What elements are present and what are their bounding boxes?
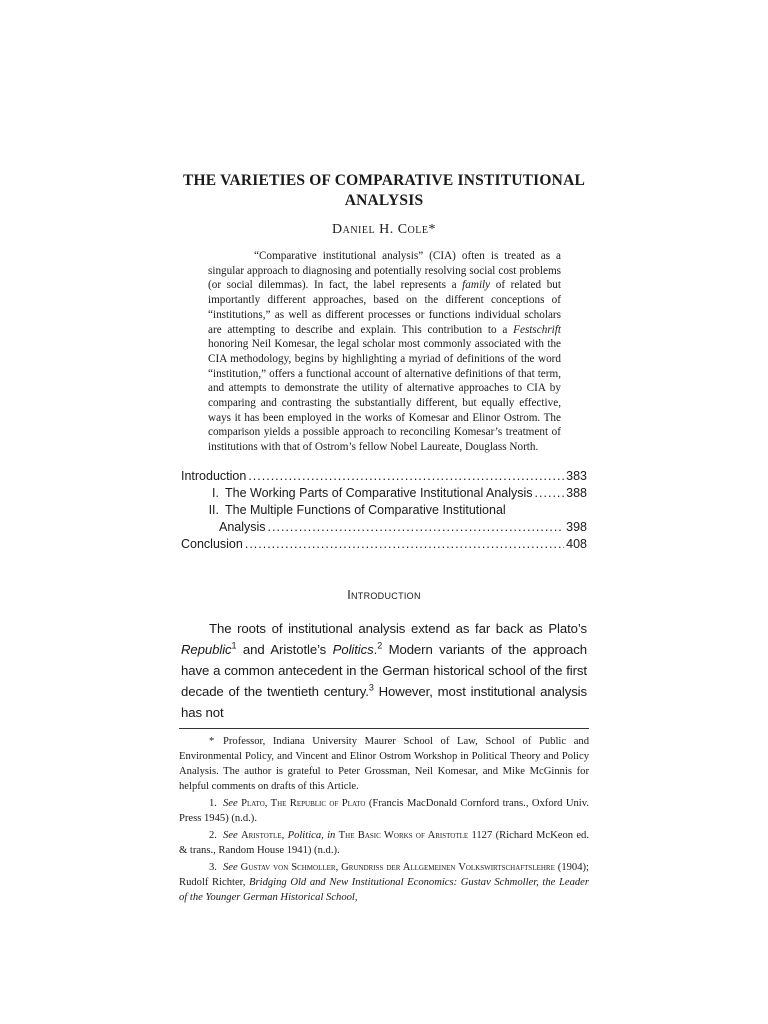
toc-number: I. [212,486,219,500]
toc-leader [248,468,564,485]
toc-page: 408 [566,537,587,551]
footnote-see: See [223,862,238,873]
toc-leader [535,485,565,502]
footnote-source: Plato, The Republic of Plato [241,798,366,809]
abstract-text-1: “Comparative institutional analysis” (CIA) often is treated as a singular approach to diagnosing and potentially resolving social cost problems (or social dilemmas). In fact, the label represents a [208,250,561,292]
body-politics: Politics [332,642,374,657]
body-text-5: However, most institutional analysis has not [181,684,588,720]
author-name: Daniel H. Cole* [332,222,436,237]
table-of-contents [181,468,587,553]
footnote-divider [179,728,589,729]
toc-leader [245,536,564,553]
abstract-family: family [462,279,491,292]
toc-page: 388 [566,486,587,500]
toc-page: 398 [566,520,587,534]
article-title [150,171,618,211]
footnote-work: Politica, in [287,830,336,841]
toc-entry-introduction[interactable] [181,468,587,485]
toc-entry-conclusion[interactable] [181,536,587,553]
toc-entry-part-ii[interactable] [181,502,587,519]
toc-leader [268,519,565,536]
toc-label: Conclusion [181,537,243,551]
body-text-1: The roots of institutional analysis extend as far back as Plato’s [209,621,587,636]
footnote-mark: 1. [209,798,217,809]
footnote-source: Gustav von Schmoller, Grundriss der Allgemeinen Volkswirtschaftslehre [240,862,555,873]
footnote-mark: 3. [209,862,217,873]
title-line-1: THE VARIETIES OF COMPARATIVE INSTITUTIONAL [182,172,585,189]
abstract-text-2: of related but importantly different approaches, based on the different conceptions of “institutions,” as well as different processes or functions individual scholars are attempting to describe and explain. This contribution to a [208,279,561,336]
body-paragraph [181,618,587,723]
abstract-festschrift: Festschrift [513,323,561,336]
toc-page: 383 [566,469,587,483]
footnote-text: (Francis MacDonald Cornford trans., Oxford Univ. Press 1945) (n.d.). [179,798,589,824]
footnote-star [179,734,589,794]
body-text-4: Modern variants of the approach have a common antecedent in the German historical school of the first decade of the twentieth century. [181,642,587,699]
footnote-ref-2[interactable]: 2 [377,640,383,651]
toc-label-part-i [181,485,533,502]
footnote-ref-3[interactable]: 3 [368,682,374,693]
title-line-2: ANALYSIS [344,192,424,209]
footnote-text: (1904); Rudolf Richter, [179,862,589,888]
toc-label: Introduction [181,469,247,483]
footnote-3 [179,860,589,905]
footnote-see: See [223,798,238,809]
footnotes [179,734,589,907]
footnote-text: 1127 (Richard McKeon ed. & trans., Random House 1941) (n.d.). [179,830,590,856]
toc-label: The Working Parts of Comparative Institutional Analysis [225,486,533,500]
footnote-see: See [223,830,238,841]
footnote-text: Professor, Indiana University Maurer School of Law, School of Public and Environmental Policy, and Vincent and Elinor Ostrom Workshop in Political Theory and Policy Analysis. The author is grateful to Peter Grossman, Neil Komesar, and Mike McGinnis for helpful comments on drafts of this Article. [179,736,589,792]
abstract [208,249,561,455]
body-republic: Republic [181,642,232,657]
body-text-3: . [373,642,378,657]
footnote-author: Aristotle, [241,830,285,841]
footnote-2 [179,828,589,858]
toc-entry-part-ii-cont[interactable] [181,519,587,536]
footnote-work: Bridging Old and New Institutional Economics: Gustav Schmoller, the Leader of the Younger German Historical School, [179,877,589,903]
toc-label-part-ii [181,502,506,519]
toc-label: Analysis [219,520,266,534]
body-text-2: and Aristotle’s [236,642,333,657]
toc-label: The Multiple Functions of Comparative Institutional [225,503,506,517]
footnote-1 [179,796,589,826]
toc-number: II. [208,503,219,517]
footnote-ref-1[interactable]: 1 [231,640,237,651]
section-heading: Introduction [347,588,421,602]
footnote-mark: * [209,736,215,747]
footnote-source: The Basic Works of Aristotle [338,830,469,841]
footnote-mark: 2. [209,830,217,841]
toc-entry-part-i[interactable] [181,485,587,502]
abstract-text-3: honoring Neil Komesar, the legal scholar most commonly associated with the CIA methodology, begins by highlighting a myriad of definitions of the word “institution,” offers a functional account of alternative definitions of that term, and attempts to demonstrate the utility of alternative approaches to CIA by comparing and contrasting the substantially different, but equally effective, ways it has been employed in the works of Komesar and Elinor Ostrom. The comparison yields a possible approach to reconciling Komesar’s treatment of institutions with that of Ostrom’s fellow Nobel Laureate, Douglass North. [208,338,561,454]
